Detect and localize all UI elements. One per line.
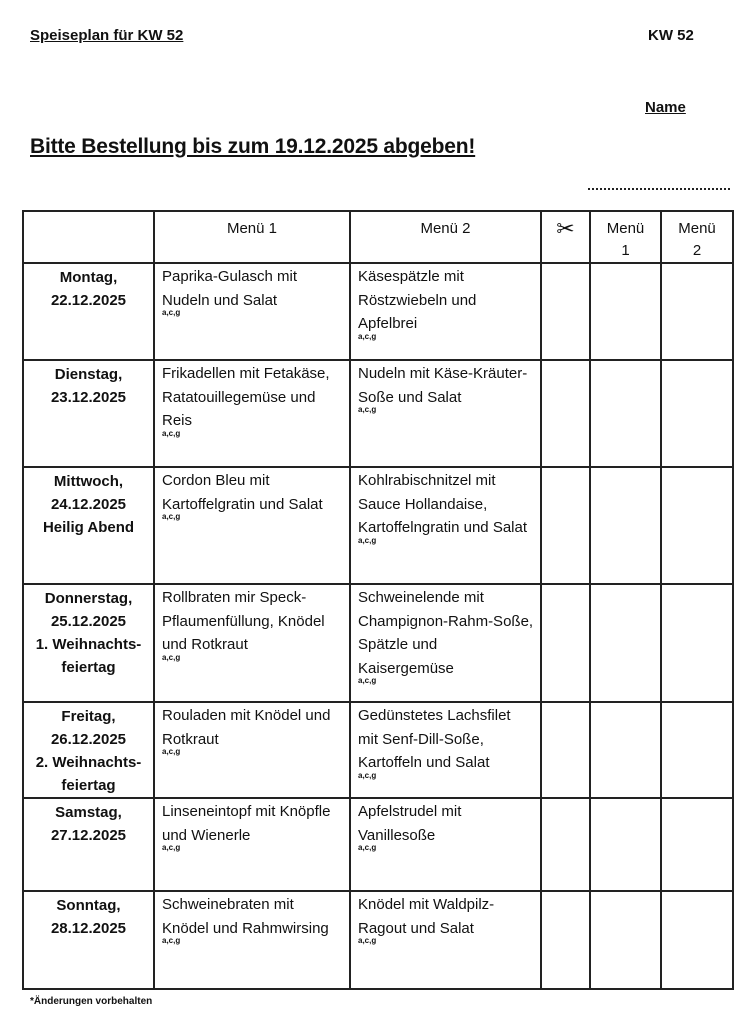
menu1-allergens: a,c,g: [162, 652, 181, 662]
menu2-cell: [350, 360, 541, 467]
menu1-text: Schweinebraten mit Knödel und Rahmwirsing: [162, 896, 329, 937]
table-header-row: [23, 211, 733, 263]
cut-cell: [541, 584, 590, 702]
menu1-text: Paprika-Gulasch mit Nudeln und Salat: [162, 268, 298, 309]
order-menu1-header: Menü 1: [590, 211, 661, 263]
menu2-cell: [350, 467, 541, 584]
menu2-text: Gedünstetes Lachsfilet mit Senf-Dill-Soße, Kartoffeln und Salat: [358, 707, 511, 771]
menu2-cell: [350, 891, 541, 989]
name-signature-line[interactable]: [588, 180, 730, 190]
day-name: Donnerstag,: [44, 590, 133, 607]
menu1-allergens: a,c,g: [162, 512, 181, 521]
day-date: 28.12.2025: [50, 920, 127, 937]
menu1-cell: [154, 798, 350, 891]
menu1-header: Menü 1: [154, 211, 350, 263]
menu1-cell: [154, 467, 350, 584]
menu1-cell: [154, 584, 350, 702]
name-label: Name: [645, 99, 686, 116]
day-date: 22.12.2025: [50, 292, 127, 309]
menu1-text: Cordon Bleu mit Kartoffelgratin und Salat: [162, 472, 323, 513]
table-row: [23, 360, 733, 467]
day-name: Sonntag,: [56, 897, 121, 914]
footnote: *Änderungen vorbehalten: [30, 996, 153, 1007]
calendar-week: KW 52: [648, 27, 694, 44]
day-note: 2. Weihnachts-: [35, 754, 142, 771]
menu1-allergens: a,c,g: [162, 843, 181, 852]
day-cell: [23, 263, 154, 360]
day-cell: [23, 584, 154, 702]
day-cell: [23, 798, 154, 891]
day-note: Heilig Abend: [42, 519, 135, 536]
menu2-text: Apfelstrudel mit Vanillesoße: [358, 803, 462, 844]
order-menu2-checkbox[interactable]: [661, 891, 733, 989]
menu1-text: Rouladen mit Knödel und Rotkraut: [162, 707, 331, 748]
table-row: [23, 798, 733, 891]
order-menu2-checkbox[interactable]: [661, 263, 733, 360]
order-menu1-checkbox[interactable]: [590, 263, 661, 360]
meal-order-table: [22, 210, 734, 990]
menu1-text: Linseneintopf mit Knöpfle und Wienerle: [162, 803, 331, 844]
order-menu2-header: Menü 2: [661, 211, 733, 263]
menu2-allergens: a,c,g: [358, 535, 377, 545]
menu1-allergens: a,c,g: [162, 936, 181, 945]
order-menu1-checkbox[interactable]: [590, 702, 661, 798]
day-cell: [23, 891, 154, 989]
day-name: Freitag,: [61, 708, 116, 725]
day-cell: [23, 467, 154, 584]
order-menu2-checkbox[interactable]: [661, 584, 733, 702]
order-menu1-checkbox[interactable]: [590, 891, 661, 989]
day-note: feiertag: [61, 777, 116, 794]
cut-cell: [541, 702, 590, 798]
day-date: 24.12.2025: [50, 496, 127, 513]
table-row: [23, 584, 733, 702]
cut-cell: [541, 467, 590, 584]
day-cell: [23, 360, 154, 467]
menu2-allergens: a,c,g: [358, 331, 377, 341]
menu2-cell: [350, 263, 541, 360]
day-date: 27.12.2025: [50, 827, 127, 844]
day-note: feiertag: [61, 659, 116, 676]
day-name: Montag,: [59, 269, 118, 286]
cut-cell: [541, 360, 590, 467]
menu2-text: Kohlrabischnitzel mit Sauce Hollandaise, Kartoffelngratin und Salat: [358, 472, 528, 536]
menu2-cell: [350, 798, 541, 891]
menu2-allergens: a,c,g: [358, 936, 377, 945]
menu2-header: Menü 2: [350, 211, 541, 263]
menu1-text: Frikadellen mit Fetakäse, Ratatouillegemüse und Reis: [162, 365, 330, 429]
order-menu1-checkbox[interactable]: [590, 584, 661, 702]
menu1-allergens: a,c,g: [162, 747, 181, 756]
cut-cell: [541, 798, 590, 891]
menu2-allergens: a,c,g: [358, 770, 377, 780]
day-date: 26.12.2025: [50, 731, 127, 748]
scissors-icon: ✂: [556, 216, 575, 241]
scissors-header: [541, 211, 590, 263]
menu-plan-title: Speiseplan für KW 52: [30, 27, 184, 44]
menu2-cell: [350, 584, 541, 702]
menu2-text: Käsespätzle mit Röstzwiebeln und Apfelbrei: [358, 268, 477, 332]
menu1-cell: [154, 263, 350, 360]
order-menu1-checkbox[interactable]: [590, 360, 661, 467]
menu1-allergens: a,c,g: [162, 308, 181, 317]
menu2-text: Nudeln mit Käse-Kräuter-Soße und Salat: [358, 365, 528, 406]
cut-cell: [541, 891, 590, 989]
table-row: [23, 702, 733, 798]
menu2-allergens: a,c,g: [358, 676, 377, 685]
table-row: [23, 891, 733, 989]
order-menu2-checkbox[interactable]: [661, 467, 733, 584]
day-date: 25.12.2025: [50, 613, 127, 630]
order-menu1-checkbox[interactable]: [590, 467, 661, 584]
order-menu2-checkbox[interactable]: [661, 702, 733, 798]
menu1-cell: [154, 891, 350, 989]
cut-cell: [541, 263, 590, 360]
table-row: [23, 263, 733, 360]
order-menu2-checkbox[interactable]: [661, 360, 733, 467]
order-deadline-notice: Bitte Bestellung bis zum 19.12.2025 abgeben!: [30, 135, 476, 158]
day-name: Samstag,: [55, 804, 122, 821]
menu2-cell: [350, 702, 541, 798]
corner-cell: [23, 211, 154, 263]
menu2-text: Knödel mit Waldpilz-Ragout und Salat: [358, 896, 495, 937]
day-date: 23.12.2025: [50, 389, 127, 406]
menu1-text: Rollbraten mir Speck-Pflaumenfüllung, Knödel und Rotkraut: [162, 589, 325, 653]
order-menu2-checkbox[interactable]: [661, 798, 733, 891]
day-cell: [23, 702, 154, 798]
table-row: [23, 467, 733, 584]
menu1-allergens: a,c,g: [162, 428, 181, 438]
menu2-allergens: a,c,g: [358, 405, 377, 414]
menu2-allergens: a,c,g: [358, 843, 377, 852]
menu1-cell: [154, 702, 350, 798]
day-name: Mittwoch,: [53, 473, 124, 490]
menu1-cell: [154, 360, 350, 467]
menu2-text: Schweinelende mit Champignon-Rahm-Soße, Spätzle und Kaisergemüse: [358, 589, 534, 677]
day-note: 1. Weihnachts-: [35, 636, 142, 653]
day-name: Dienstag,: [54, 366, 123, 383]
order-menu1-checkbox[interactable]: [590, 798, 661, 891]
